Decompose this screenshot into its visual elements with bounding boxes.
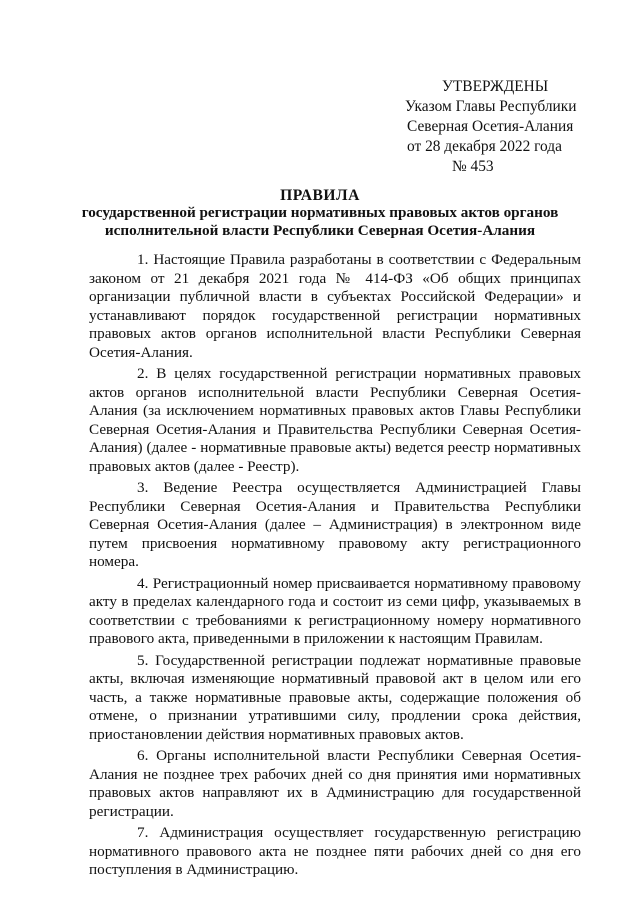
document-subtitle-line-1: государственной регистрации нормативных правовых актов органов: [81, 204, 559, 221]
paragraph-6: 6. Органы исполнительной власти Республики Северная Осетия-Алания не позднее трех рабочих дней со дня принятия ими нормативных правовых актов направляют их в Администрацию для государственной регистрации.: [89, 747, 581, 820]
document-subtitle-line-2: исполнительной власти Республики Северная Осетия-Алания: [104, 222, 536, 239]
document-body: [89, 251, 581, 883]
document-subtitle: [60, 204, 580, 240]
paragraph-5: 5. Государственной регистрации подлежат нормативные правовые акты, включая изменяющие нормативный правовой акт в целом или его часть, а также нормативные правовые акты, содержащие положения об отмене, о признании утратившими силу, продлении срока действия, приостановлении действия нормативных правовых актов.: [89, 651, 581, 743]
approval-number-line: № 453: [452, 158, 494, 175]
approval-heading: УТВЕРЖДЕНЫ: [442, 78, 549, 95]
approval-stamp-block: [380, 77, 620, 177]
paragraph-2: 2. В целях государственной регистрации нормативных правовых актов органов исполнительной власти Республики Северная Осетия-Алания (за исключением нормативных правовых актов Главы Республики Северная Осетия-Алания и Правительства Республики Северная Осетия-Алания) (далее - нормативные правовые акты) ведется реестр нормативных правовых актов (далее - Реестр).: [89, 365, 581, 475]
paragraph-3: 3. Ведение Реестра осуществляется Администрацией Главы Республики Северная Осетия-Алания и Правительства Республики Северная Осетия-Алания (далее – Администрация) в электронном виде путем присвоения нормативному правовому акту регистрационного номера.: [89, 479, 581, 570]
approval-decree-line: Указом Главы Республики: [405, 98, 577, 115]
paragraph-4: 4. Регистрационный номер присваивается нормативному правовому акту в пределах календарного года и состоит из семи цифр, указываемых в соответствии с требованиями к регистрационному номеру нормативного правового акта, приведенными в приложении к настоящим Правилам.: [89, 574, 581, 647]
approval-region-line: Северная Осетия-Алания: [407, 118, 574, 135]
paragraph-7: 7. Администрация осуществляет государственную регистрацию нормативного правового акта не позднее пяти рабочих дней со дня его поступления в Администрацию.: [89, 824, 581, 878]
document-title: ПРАВИЛА: [280, 187, 360, 204]
approval-date-line: от 28 декабря 2022 года: [407, 138, 562, 155]
paragraph-1: 1. Настоящие Правила разработаны в соответствии с Федеральным законом от 21 декабря 2021 года № 414-ФЗ «Об общих принципах организации публичной власти в субъектах Российской Федерации» и устанавливают порядок государственной регистрации нормативных правовых актов органов исполнительной власти Республики Северная Осетия-Алания.: [89, 251, 581, 361]
